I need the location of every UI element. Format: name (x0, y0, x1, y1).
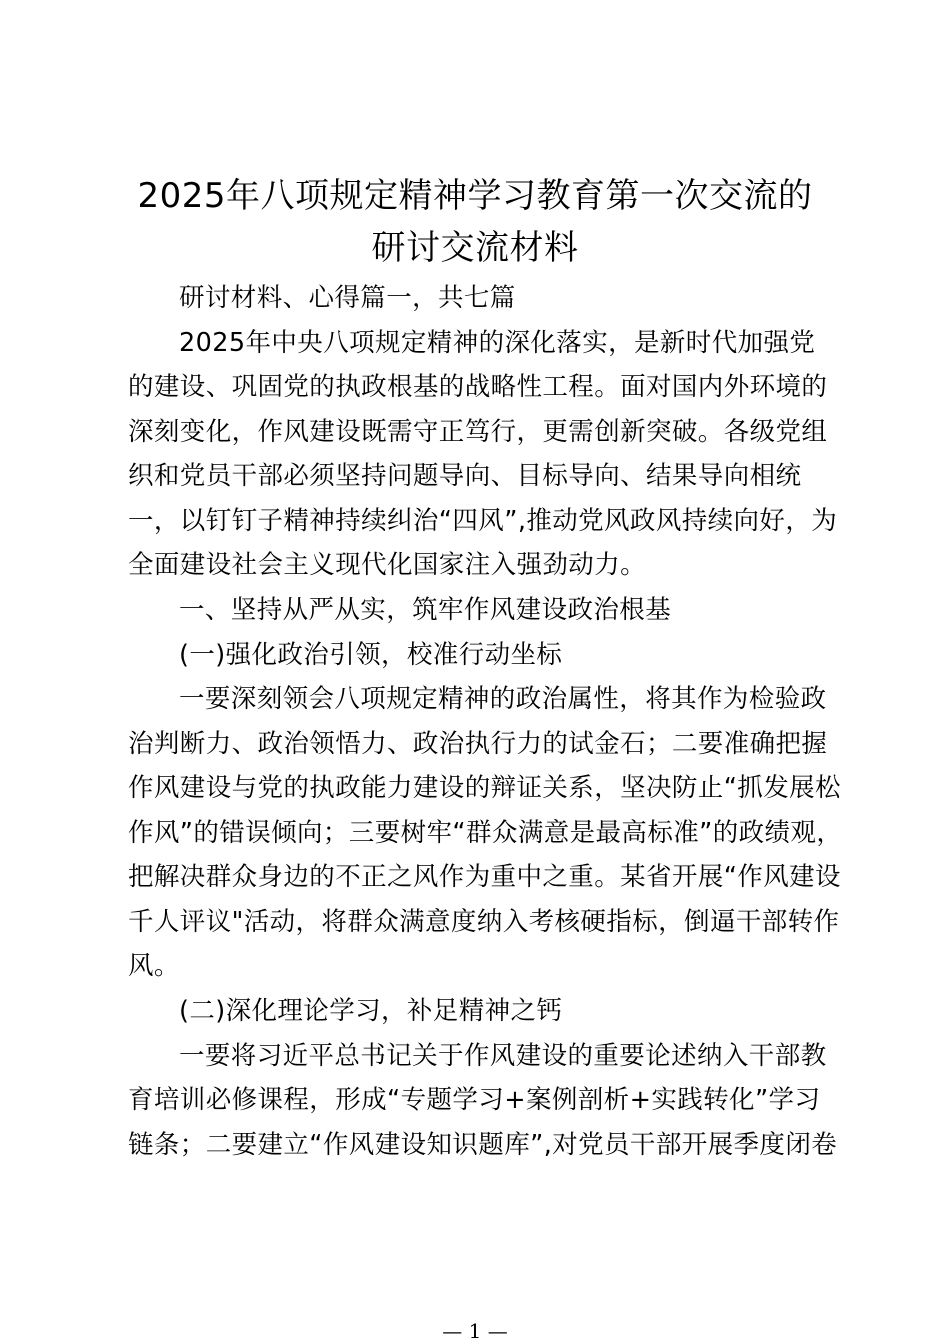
page-number: — 1 — (442, 1319, 508, 1343)
subsection-heading: (一)强化政治引领，校准行动坐标 (179, 640, 563, 670)
document-title-line-1: 2025年八项规定精神学习教育第一次交流的 (137, 176, 813, 216)
paragraph-line: 2025年中央八项规定精神的深化落实，是新时代加强党 (179, 328, 816, 358)
paragraph-line: 一，以钉钉子精神持续纠治“四风”,推动党风政风持续向好，为 (128, 506, 838, 536)
paragraph-line: 风。 (128, 951, 180, 981)
subsection-heading: (二)深化理论学习，补足精神之钙 (179, 996, 563, 1026)
paragraph-line: 作风建设与党的执政能力建设的辩证关系，坚决防止“抓发展松 (128, 773, 841, 803)
paragraph-line: 把解决群众身边的不正之风作为重中之重。某省开展“作风建设 (128, 862, 841, 892)
paragraph-line: 全面建设社会主义现代化国家注入强劲动力。 (128, 550, 647, 580)
paragraph-line: 作风”的错误倾向；三要树牢“群众满意是最高标准”的政绩观， (128, 818, 843, 848)
section-heading: 一、坚持从严从实，筑牢作风建设政治根基 (179, 595, 672, 625)
paragraph-line: 织和党员干部必须坚持问题导向、目标导向、结果导向相统 (128, 461, 802, 491)
subtitle-line: 研讨材料、心得篇一，共七篇 (179, 283, 516, 313)
paragraph-line: 深刻变化，作风建设既需守正笃行，更需创新突破。各级党组 (128, 417, 828, 447)
paragraph-line: 一要将习近平总书记关于作风建设的重要论述纳入干部教 (179, 1041, 827, 1071)
paragraph-line: 育培训必修课程，形成“专题学习+案例剖析+实践转化”学习 (128, 1085, 821, 1115)
paragraph-line: 的建设、巩固党的执政根基的战略性工程。面对国内外环境的 (128, 372, 828, 402)
paragraph-line: 千人评议"活动，将群众满意度纳入考核硬指标，倒逼干部转作 (128, 907, 840, 937)
paragraph-line: 治判断力、政治领悟力、政治执行力的试金石；二要准确把握 (128, 729, 828, 759)
document-title-line-2: 研讨交流材料 (371, 228, 579, 268)
paragraph-line: 一要深刻领会八项规定精神的政治属性，将其作为检验政 (179, 684, 827, 714)
paragraph-line: 链条；二要建立“作风建设知识题库”,对党员干部开展季度闭卷 (128, 1130, 838, 1160)
